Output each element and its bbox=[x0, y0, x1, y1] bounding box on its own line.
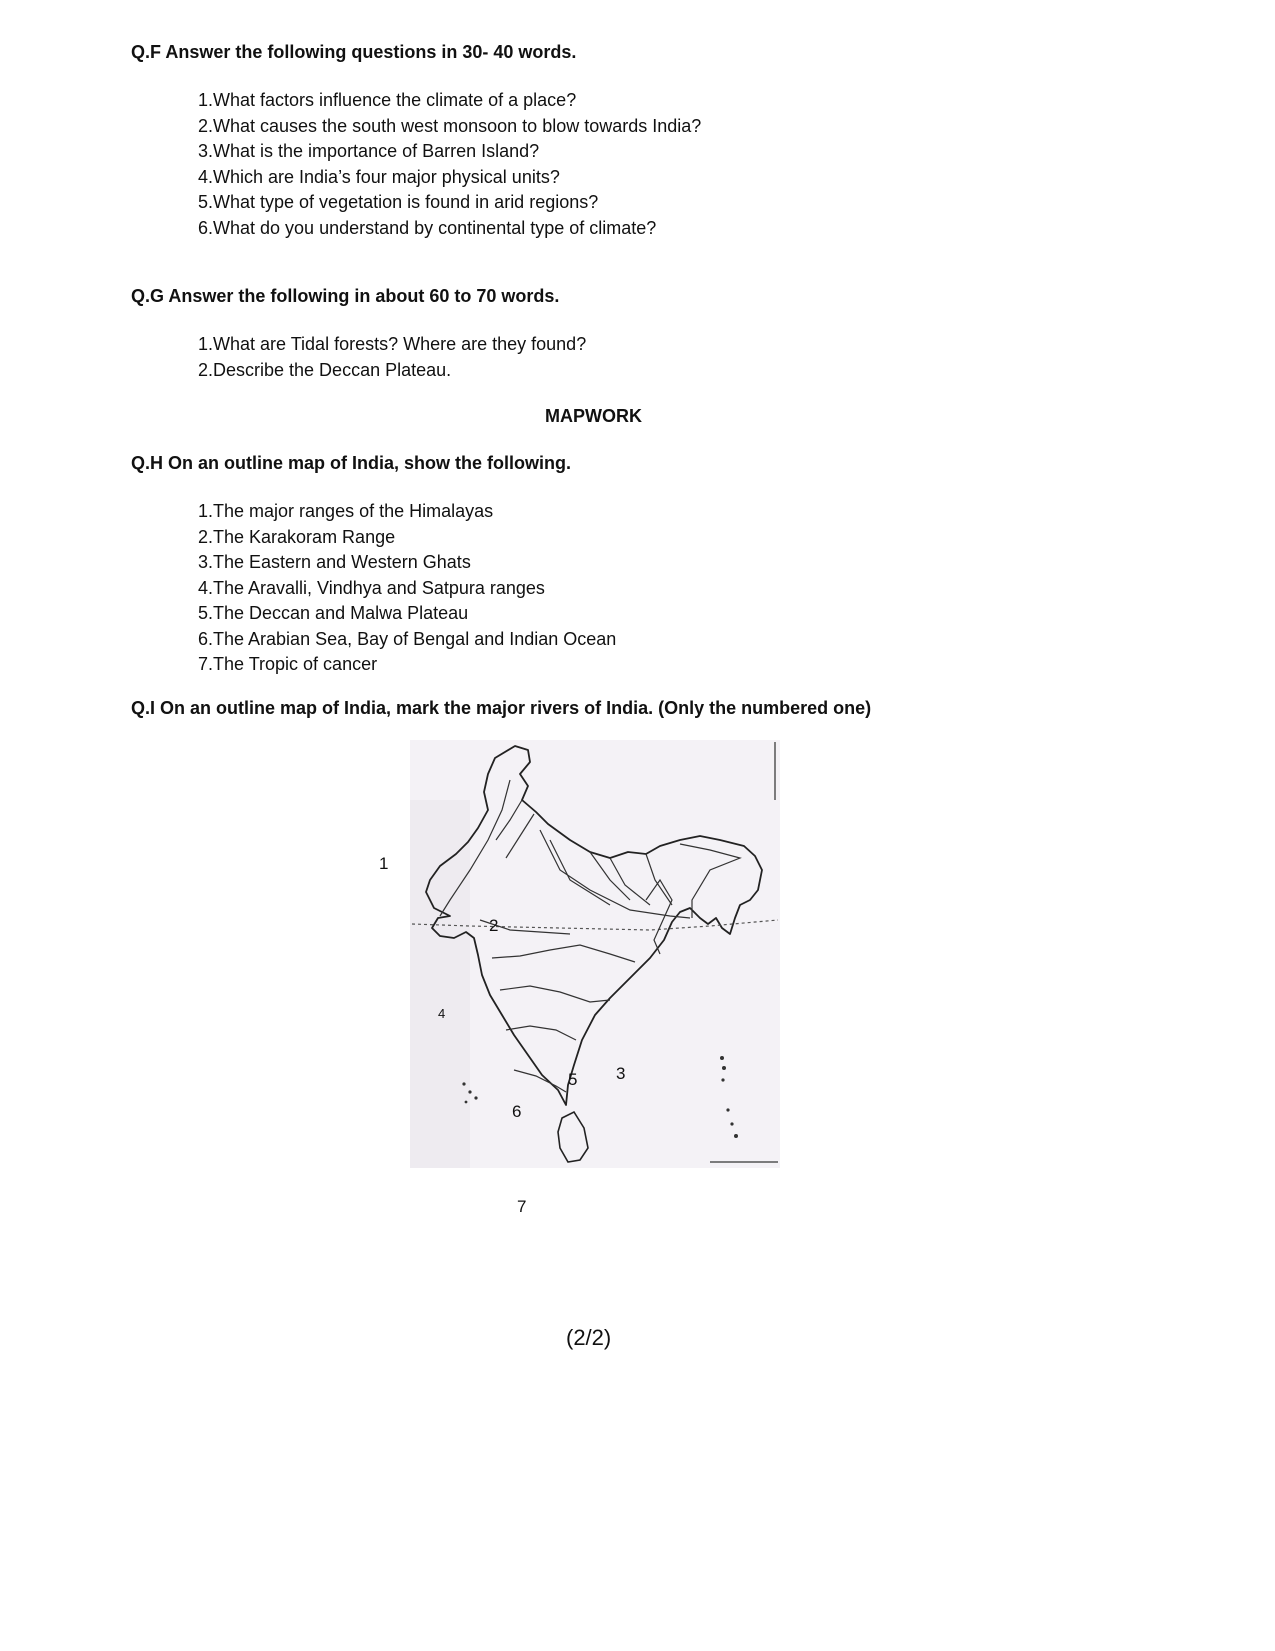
list-item: 4.The Aravalli, Vindhya and Satpura ranges bbox=[198, 577, 545, 598]
list-item: 3.The Eastern and Western Ghats bbox=[198, 552, 471, 572]
lakshadweep-island bbox=[465, 1101, 468, 1104]
list-item: 6.The Arabian Sea, Bay of Bengal and Indian Ocean bbox=[198, 628, 617, 649]
map-label-3: 3 bbox=[616, 1064, 626, 1083]
nicobar-island bbox=[726, 1108, 729, 1111]
andaman-island bbox=[721, 1078, 724, 1081]
list-item: 2.The Karakoram Range bbox=[198, 526, 396, 547]
andaman-island bbox=[722, 1066, 726, 1070]
map-label-2: 2 bbox=[489, 916, 499, 935]
page-number: (2/2) bbox=[566, 1325, 612, 1350]
map-label-1: 1 bbox=[379, 854, 389, 873]
mapwork-title: MAPWORK bbox=[545, 406, 642, 426]
question-g-list bbox=[198, 332, 586, 383]
list-item: 1.The major ranges of the Himalayas bbox=[198, 501, 494, 521]
india-outline-map bbox=[410, 740, 780, 1168]
list-item: 2.Describe the Deccan Plateau. bbox=[198, 359, 452, 380]
question-f-list bbox=[198, 88, 701, 241]
lakshadweep-island bbox=[468, 1090, 471, 1093]
list-item: 5.The Deccan and Malwa Plateau bbox=[198, 603, 469, 623]
map-label-7: 7 bbox=[517, 1197, 527, 1216]
map-label-6: 6 bbox=[512, 1102, 522, 1121]
nicobar-island bbox=[730, 1122, 733, 1125]
question-f-heading: Q.F Answer the following questions in 30- 40 words. bbox=[131, 42, 577, 62]
list-item: 7.The Tropic of cancer bbox=[198, 654, 378, 674]
nicobar-island bbox=[734, 1134, 738, 1138]
list-item: 1.What are Tidal forests? Where are they found? bbox=[198, 334, 587, 354]
question-g-heading: Q.G Answer the following in about 60 to 70 words. bbox=[131, 286, 560, 306]
list-item: 2.What causes the south west monsoon to blow towards India? bbox=[198, 115, 702, 136]
andaman-island bbox=[720, 1056, 724, 1060]
lakshadweep-island bbox=[474, 1096, 477, 1099]
list-item: 5.What type of vegetation is found in arid regions? bbox=[198, 192, 599, 212]
list-item: 1.What factors influence the climate of a place? bbox=[198, 90, 577, 110]
india-map-drawing bbox=[410, 740, 780, 1168]
map-label-5: 5 bbox=[568, 1070, 578, 1089]
map-shading bbox=[410, 800, 470, 1168]
question-i-heading: Q.I On an outline map of India, mark the major rivers of India. (Only the numbered one) bbox=[131, 698, 872, 718]
list-item: 6.What do you understand by continental type of climate? bbox=[198, 217, 657, 238]
list-item: 3.What is the importance of Barren Island? bbox=[198, 141, 540, 161]
question-h-list bbox=[198, 499, 616, 678]
lakshadweep-island bbox=[462, 1082, 465, 1085]
list-item: 4.Which are India’s four major physical units? bbox=[198, 166, 560, 187]
map-label-4: 4 bbox=[438, 1006, 446, 1021]
question-h-heading: Q.H On an outline map of India, show the following. bbox=[131, 453, 571, 473]
